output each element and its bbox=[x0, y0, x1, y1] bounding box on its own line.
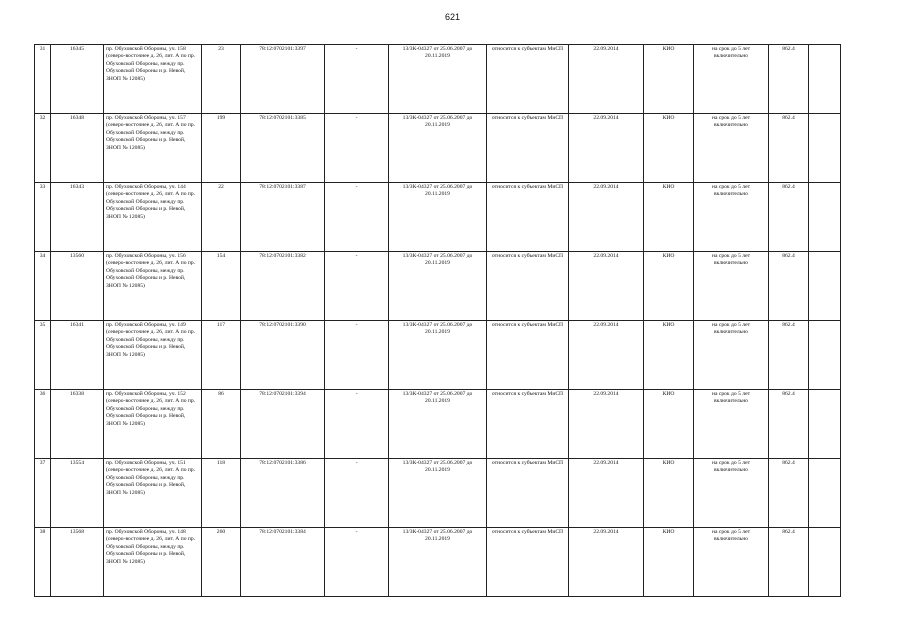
object-id-cell: 16348 bbox=[51, 114, 104, 183]
row-number-cell: 34 bbox=[35, 252, 51, 321]
status-cell: относится к субъектам МиСП bbox=[487, 390, 569, 459]
table-row bbox=[35, 390, 841, 459]
dash-cell: - bbox=[325, 114, 389, 183]
row-number-cell: 35 bbox=[35, 321, 51, 390]
agency-cell: КИО bbox=[644, 114, 694, 183]
document-cell: 13/ЗК-04327 от 25.06.2007 до 20.11.2019 bbox=[389, 459, 487, 528]
area-cell: 117 bbox=[202, 321, 241, 390]
area-cell: 23 bbox=[202, 45, 241, 114]
address-cell: пр. Обуховской Обороны, уч. 148 (северо-восточнее д. 26, лит. А по пр. Обуховской Обороны, между пр. Обуховской Обороны и р. Невой, ЗНОП № 12085) bbox=[104, 528, 202, 597]
address-cell: пр. Обуховской Обороны, уч. 152 (северо-восточнее д. 26, лит. А по пр. Обуховской Обороны, между пр. Обуховской Обороны и р. Невой, ЗНОП № 12085) bbox=[104, 390, 202, 459]
address-cell: пр. Обуховской Обороны, уч. 151 (северо-восточнее д. 26, лит. А по пр. Обуховской Обороны, между пр. Обуховской Обороны и р. Невой, ЗНОП № 12085) bbox=[104, 459, 202, 528]
object-id-cell: 16343 bbox=[51, 183, 104, 252]
dash-cell: - bbox=[325, 390, 389, 459]
address-cell: пр. Обуховской Обороны, уч. 157 (северо-восточнее д. 26, лит. А по пр. Обуховской Обороны, между пр. Обуховской Обороны и р. Невой, ЗНОП № 12085) bbox=[104, 114, 202, 183]
object-id-cell: 16341 bbox=[51, 321, 104, 390]
status-cell: относится к субъектам МиСП bbox=[487, 459, 569, 528]
cadastral-number-cell: 78:12:0702101:3394 bbox=[241, 390, 325, 459]
area-cell: 260 bbox=[202, 528, 241, 597]
term-cell: на срок до 5 лет включительно bbox=[694, 528, 769, 597]
blank-cell bbox=[809, 114, 841, 183]
term-cell: на срок до 5 лет включительно bbox=[694, 390, 769, 459]
cadastral-number-cell: 78:12:0702101:3385 bbox=[241, 114, 325, 183]
document-cell: 13/ЗК-04327 от 25.06.2007 до 20.11.2019 bbox=[389, 321, 487, 390]
address-cell: пр. Обуховской Обороны, уч. 156 (северо-восточнее д. 26, лит. А по пр. Обуховской Обороны, между пр. Обуховской Обороны и р. Невой, ЗНОП № 12085) bbox=[104, 252, 202, 321]
term-cell: на срок до 5 лет включительно bbox=[694, 183, 769, 252]
table-row bbox=[35, 528, 841, 597]
date-cell: 22.09.2014 bbox=[569, 183, 644, 252]
table-row bbox=[35, 459, 841, 528]
term-cell: на срок до 5 лет включительно bbox=[694, 114, 769, 183]
code-cell: 862.4 bbox=[769, 114, 809, 183]
blank-cell bbox=[809, 321, 841, 390]
row-number-cell: 33 bbox=[35, 183, 51, 252]
term-cell: на срок до 5 лет включительно bbox=[694, 459, 769, 528]
table-body bbox=[35, 45, 841, 597]
code-cell: 862.4 bbox=[769, 528, 809, 597]
date-cell: 22.09.2014 bbox=[569, 528, 644, 597]
area-cell: 118 bbox=[202, 459, 241, 528]
code-cell: 862.4 bbox=[769, 459, 809, 528]
dash-cell: - bbox=[325, 45, 389, 114]
date-cell: 22.09.2014 bbox=[569, 321, 644, 390]
table-row bbox=[35, 183, 841, 252]
object-id-cell: 13560 bbox=[51, 252, 104, 321]
blank-cell bbox=[809, 390, 841, 459]
table-row bbox=[35, 114, 841, 183]
dash-cell: - bbox=[325, 321, 389, 390]
code-cell: 862.4 bbox=[769, 390, 809, 459]
cadastral-number-cell: 78:12:0702101:3390 bbox=[241, 321, 325, 390]
document-cell: 13/ЗК-04327 от 25.06.2007 до 20.11.2019 bbox=[389, 528, 487, 597]
table-row bbox=[35, 252, 841, 321]
table-row bbox=[35, 45, 841, 114]
code-cell: 862.4 bbox=[769, 183, 809, 252]
agency-cell: КИО bbox=[644, 183, 694, 252]
term-cell: на срок до 5 лет включительно bbox=[694, 252, 769, 321]
document-cell: 13/ЗК-04327 от 25.06.2007 до 20.11.2019 bbox=[389, 183, 487, 252]
date-cell: 22.09.2014 bbox=[569, 45, 644, 114]
agency-cell: КИО bbox=[644, 390, 694, 459]
blank-cell bbox=[809, 528, 841, 597]
status-cell: относится к субъектам МиСП bbox=[487, 45, 569, 114]
status-cell: относится к субъектам МиСП bbox=[487, 114, 569, 183]
code-cell: 862.4 bbox=[769, 45, 809, 114]
cadastral-number-cell: 78:12:0702101:3382 bbox=[241, 252, 325, 321]
table-row bbox=[35, 321, 841, 390]
area-cell: 86 bbox=[202, 390, 241, 459]
registry-table bbox=[34, 44, 841, 597]
date-cell: 22.09.2014 bbox=[569, 114, 644, 183]
status-cell: относится к субъектам МиСП bbox=[487, 183, 569, 252]
term-cell: на срок до 5 лет включительно bbox=[694, 45, 769, 114]
agency-cell: КИО bbox=[644, 528, 694, 597]
object-id-cell: 16338 bbox=[51, 390, 104, 459]
blank-cell bbox=[809, 45, 841, 114]
row-number-cell: 31 bbox=[35, 45, 51, 114]
status-cell: относится к субъектам МиСП bbox=[487, 528, 569, 597]
address-cell: пр. Обуховской Обороны, уч. 144 (северо-восточнее д. 26, лит. А по пр. Обуховской Обороны, между пр. Обуховской Обороны и р. Невой, ЗНОП № 12085) bbox=[104, 183, 202, 252]
date-cell: 22.09.2014 bbox=[569, 390, 644, 459]
row-number-cell: 37 bbox=[35, 459, 51, 528]
agency-cell: КИО bbox=[644, 459, 694, 528]
cadastral-number-cell: 78:12:0702101:3397 bbox=[241, 45, 325, 114]
date-cell: 22.09.2014 bbox=[569, 459, 644, 528]
dash-cell: - bbox=[325, 459, 389, 528]
agency-cell: КИО bbox=[644, 252, 694, 321]
dash-cell: - bbox=[325, 252, 389, 321]
document-cell: 13/ЗК-04327 от 25.06.2007 до 20.11.2019 bbox=[389, 45, 487, 114]
row-number-cell: 32 bbox=[35, 114, 51, 183]
document-cell: 13/ЗК-04327 от 25.06.2007 до 20.11.2019 bbox=[389, 114, 487, 183]
blank-cell bbox=[809, 252, 841, 321]
area-cell: 154 bbox=[202, 252, 241, 321]
date-cell: 22.09.2014 bbox=[569, 252, 644, 321]
object-id-cell: 13554 bbox=[51, 459, 104, 528]
address-cell: пр. Обуховской Обороны, уч. 149 (северо-восточнее д. 26, лит. А по пр. Обуховской Обороны, между пр. Обуховской Обороны и р. Невой, ЗНОП № 12085) bbox=[104, 321, 202, 390]
address-cell: пр. Обуховской Обороны, уч. 158 (северо-восточнее д. 26, лит. А по пр. Обуховской Обороны, между пр. Обуховской Обороны и р. Невой, ЗНОП № 12085) bbox=[104, 45, 202, 114]
blank-cell bbox=[809, 459, 841, 528]
status-cell: относится к субъектам МиСП bbox=[487, 321, 569, 390]
document-cell: 13/ЗК-04327 от 25.06.2007 до 20.11.2019 bbox=[389, 390, 487, 459]
term-cell: на срок до 5 лет включительно bbox=[694, 321, 769, 390]
cadastral-number-cell: 78:12:0702101:3386 bbox=[241, 459, 325, 528]
document-cell: 13/ЗК-04327 от 25.06.2007 до 20.11.2019 bbox=[389, 252, 487, 321]
dash-cell: - bbox=[325, 528, 389, 597]
page-number: 621 bbox=[444, 12, 461, 22]
dash-cell: - bbox=[325, 183, 389, 252]
code-cell: 862.4 bbox=[769, 321, 809, 390]
row-number-cell: 38 bbox=[35, 528, 51, 597]
object-id-cell: 13568 bbox=[51, 528, 104, 597]
status-cell: относится к субъектам МиСП bbox=[487, 252, 569, 321]
agency-cell: КИО bbox=[644, 321, 694, 390]
object-id-cell: 16345 bbox=[51, 45, 104, 114]
row-number-cell: 36 bbox=[35, 390, 51, 459]
code-cell: 862.4 bbox=[769, 252, 809, 321]
agency-cell: КИО bbox=[644, 45, 694, 114]
area-cell: 22 bbox=[202, 183, 241, 252]
blank-cell bbox=[809, 183, 841, 252]
cadastral-number-cell: 78:12:0702101:3384 bbox=[241, 528, 325, 597]
area-cell: 199 bbox=[202, 114, 241, 183]
cadastral-number-cell: 78:12:0702101:3387 bbox=[241, 183, 325, 252]
